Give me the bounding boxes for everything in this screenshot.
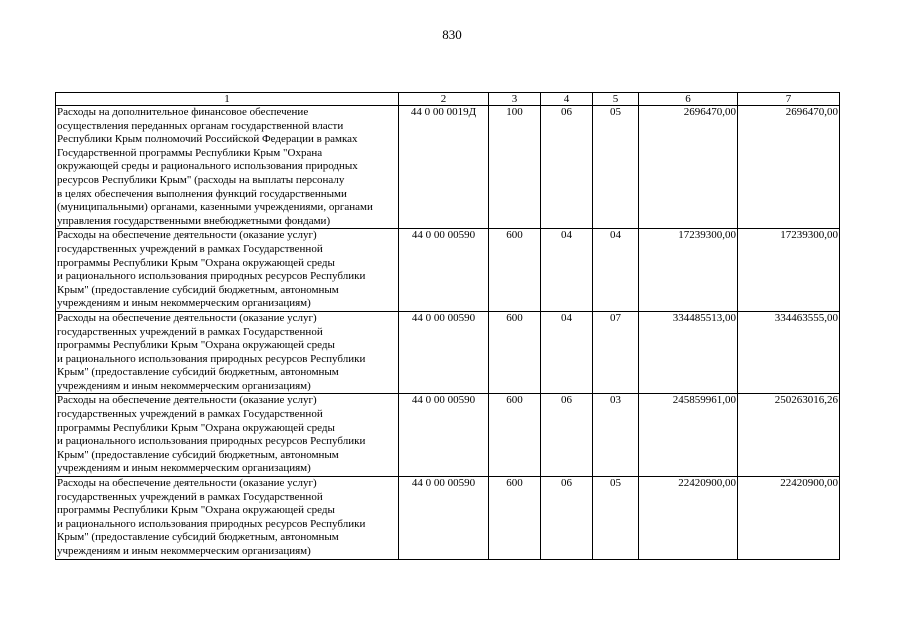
row-target-code: 44 0 00 00590 bbox=[399, 477, 489, 560]
row-section: 04 bbox=[541, 229, 593, 312]
table-row bbox=[56, 229, 840, 312]
row-description: Расходы на обеспечение деятельности (оказание услуг) государственных учреждений в рамках Государственной программы Республики Крым "Охрана окружающей среды и рационального использования природных ресурсов Республики Крым" (предоставление субсидий бюджетным, автономным учреждениям и иным некоммерческим организациям) bbox=[56, 229, 399, 312]
row-subsection: 07 bbox=[593, 311, 639, 394]
row-subsection: 03 bbox=[593, 394, 639, 477]
row-expense-type: 600 bbox=[489, 229, 541, 312]
row-subsection: 04 bbox=[593, 229, 639, 312]
column-header-2: 2 bbox=[399, 93, 489, 106]
row-amount-col6: 2696470,00 bbox=[639, 106, 738, 229]
row-description: Расходы на обеспечение деятельности (оказание услуг) государственных учреждений в рамках Государственной программы Республики Крым "Охрана окружающей среды и рационального использования природных ресурсов Республики Крым" (предоставление субсидий бюджетным, автономным учреждениям и иным некоммерческим организациям) bbox=[56, 311, 399, 394]
row-section: 06 bbox=[541, 477, 593, 560]
row-subsection: 05 bbox=[593, 106, 639, 229]
column-header-1: 1 bbox=[56, 93, 399, 106]
table-row bbox=[56, 477, 840, 560]
row-amount-col6: 245859961,00 bbox=[639, 394, 738, 477]
row-amount-col6: 334485513,00 bbox=[639, 311, 738, 394]
row-description: Расходы на дополнительное финансовое обеспечение осуществления переданных органам государственной власти Республики Крым полномочий Российской Федерации в рамках Государственной программы Республики Крым "Охрана окружающей среды и рационального использования природных ресурсов Республики Крым" (расходы на выплаты персоналу в целях обеспечения выполнения функций государственными (муниципальными) органами, казенными учреждениями, органами управления государственными внебюджетными фондами) bbox=[56, 106, 399, 229]
table-row bbox=[56, 394, 840, 477]
row-section: 04 bbox=[541, 311, 593, 394]
row-target-code: 44 0 00 0019Д bbox=[399, 106, 489, 229]
row-section: 06 bbox=[541, 394, 593, 477]
row-target-code: 44 0 00 00590 bbox=[399, 311, 489, 394]
row-amount-col7: 2696470,00 bbox=[738, 106, 840, 229]
row-description: Расходы на обеспечение деятельности (оказание услуг) государственных учреждений в рамках Государственной программы Республики Крым "Охрана окружающей среды и рационального использования природных ресурсов Республики Крым" (предоставление субсидий бюджетным, автономным учреждениям и иным некоммерческим организациям) bbox=[56, 394, 399, 477]
row-target-code: 44 0 00 00590 bbox=[399, 229, 489, 312]
row-description: Расходы на обеспечение деятельности (оказание услуг) государственных учреждений в рамках Государственной программы Республики Крым "Охрана окружающей среды и рационального использования природных ресурсов Республики Крым" (предоставление субсидий бюджетным, автономным учреждениям и иным некоммерческим организациям) bbox=[56, 477, 399, 560]
row-subsection: 05 bbox=[593, 477, 639, 560]
table-row bbox=[56, 106, 840, 229]
budget-table bbox=[55, 92, 840, 560]
row-section: 06 bbox=[541, 106, 593, 229]
row-amount-col7: 334463555,00 bbox=[738, 311, 840, 394]
row-amount-col7: 250263016,26 bbox=[738, 394, 840, 477]
row-expense-type: 600 bbox=[489, 394, 541, 477]
column-header-5: 5 bbox=[593, 93, 639, 106]
column-header-4: 4 bbox=[541, 93, 593, 106]
row-amount-col6: 22420900,00 bbox=[639, 477, 738, 560]
column-header-6: 6 bbox=[639, 93, 738, 106]
header-row bbox=[56, 93, 840, 106]
row-target-code: 44 0 00 00590 bbox=[399, 394, 489, 477]
table-row bbox=[56, 311, 840, 394]
row-expense-type: 100 bbox=[489, 106, 541, 229]
page-number: 830 bbox=[442, 27, 462, 42]
row-amount-col6: 17239300,00 bbox=[639, 229, 738, 312]
row-expense-type: 600 bbox=[489, 477, 541, 560]
column-header-3: 3 bbox=[489, 93, 541, 106]
row-amount-col7: 17239300,00 bbox=[738, 229, 840, 312]
column-header-7: 7 bbox=[738, 93, 840, 106]
row-expense-type: 600 bbox=[489, 311, 541, 394]
row-amount-col7: 22420900,00 bbox=[738, 477, 840, 560]
